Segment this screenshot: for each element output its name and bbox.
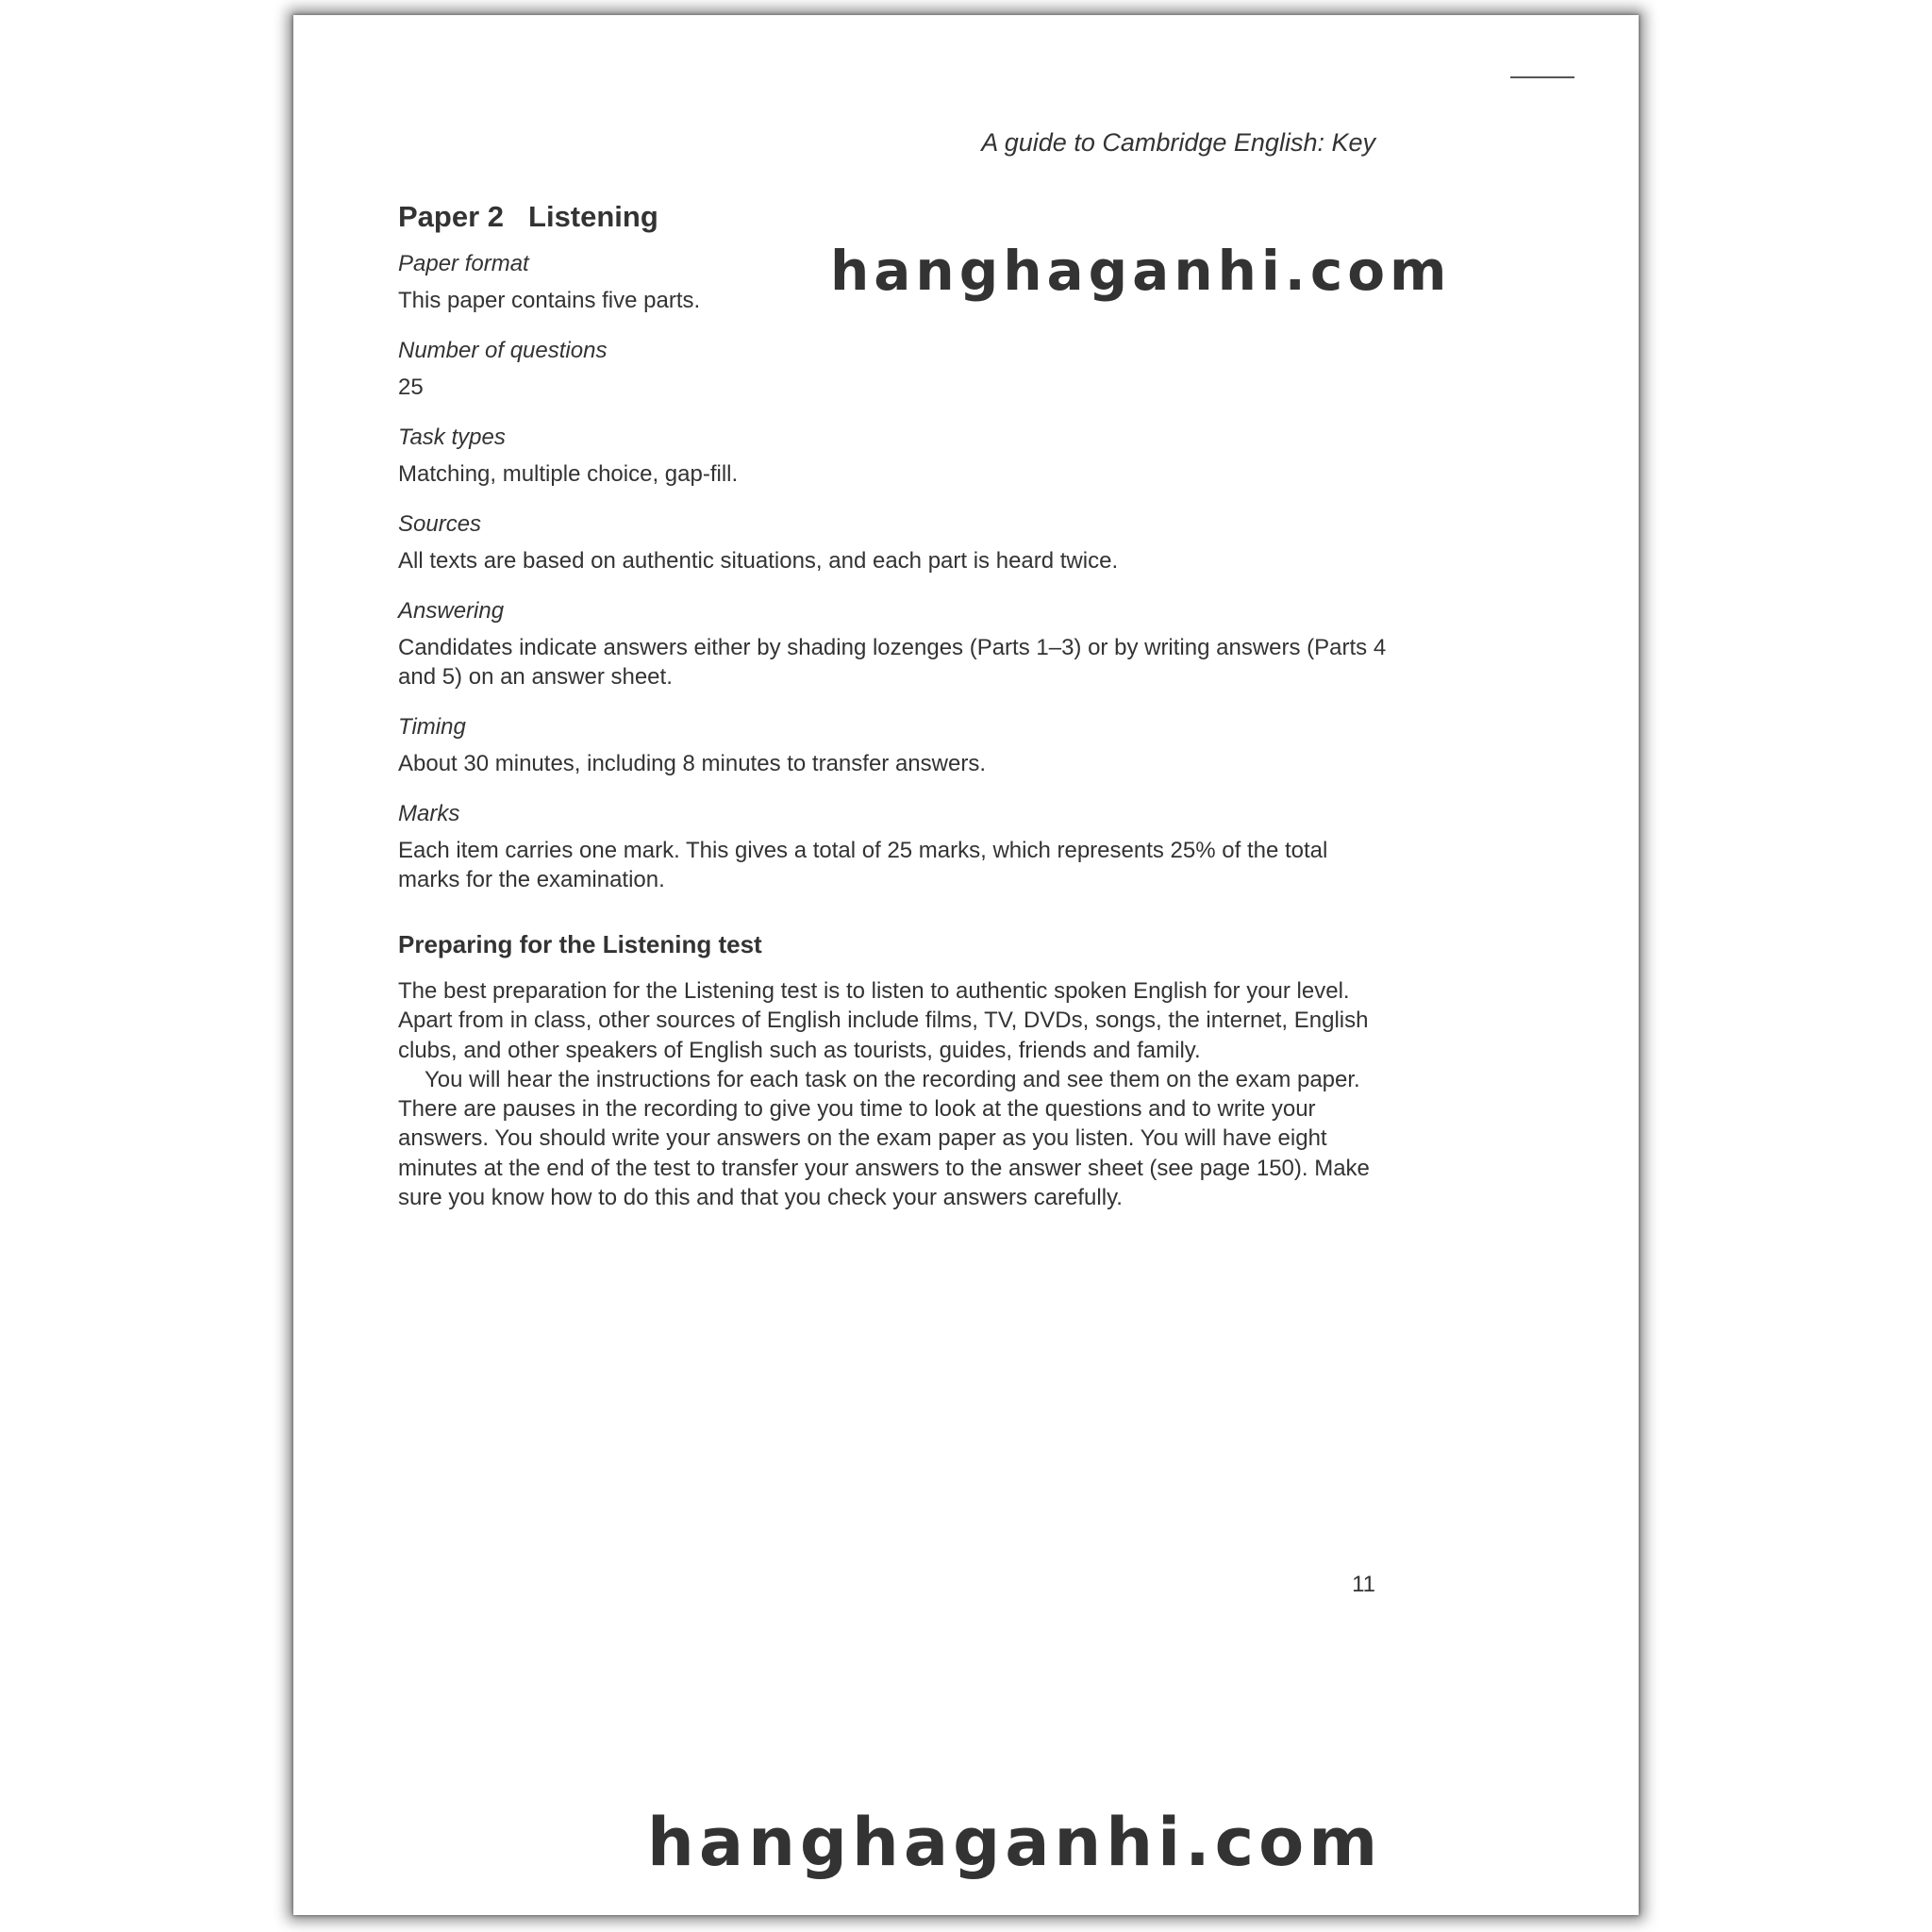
- watermark-top: hanghaganhi.com: [830, 239, 1452, 303]
- section-text: Each item carries one mark. This gives a total of 25 marks, which represents 25% of the total marks for the examination.: [398, 838, 1328, 892]
- running-header: A guide to Cambridge English: Key: [981, 128, 1375, 157]
- top-rule: [1510, 76, 1574, 78]
- section-text: Candidates indicate answers either by shading lozenges (Parts 1–3) or by writing answers (Parts 4 and 5) on an answer sheet.: [398, 635, 1387, 690]
- section-text: All texts are based on authentic situations, and each part is heard twice.: [398, 548, 1119, 574]
- section-label: Task types: [398, 425, 506, 450]
- paper-heading: [398, 200, 1389, 234]
- section-label: Answering: [398, 598, 505, 624]
- section-task-types: [398, 423, 1389, 489]
- page-number: 11: [1352, 1572, 1375, 1597]
- preparing-paragraph: You will hear the instructions for each task on the recording and see them on the exam paper. There are pauses in the recording to give you time to look at the questions and to write your answers. You should write your answers on the exam paper as you listen. You will have eight minutes at the end of the test to transfer your answers to the answer sheet (see page 150). Make sure you know how to do this and that you check your answers carefully.: [398, 1066, 1370, 1211]
- section-timing: [398, 712, 1389, 778]
- section-label: Marks: [398, 801, 460, 826]
- section-label: Paper format: [398, 251, 529, 276]
- section-sources: [398, 509, 1389, 575]
- section-text: 25: [398, 375, 424, 400]
- section-text: This paper contains five parts.: [398, 288, 701, 313]
- section-label: Sources: [398, 511, 482, 537]
- paper-number: Paper 2: [398, 200, 505, 233]
- section-number-of-questions: [398, 336, 1389, 402]
- section-answering: [398, 596, 1389, 691]
- section-marks: [398, 799, 1389, 894]
- section-label: Number of questions: [398, 338, 608, 363]
- paper-title: Listening: [528, 200, 658, 233]
- section-text: Matching, multiple choice, gap-fill.: [398, 461, 739, 487]
- watermark-bottom: hanghaganhi.com: [647, 1804, 1383, 1881]
- section-label: Timing: [398, 714, 466, 740]
- preparing-heading: Preparing for the Listening test: [398, 930, 762, 958]
- section-text: About 30 minutes, including 8 minutes to transfer answers.: [398, 751, 986, 776]
- preparing-paragraph: The best preparation for the Listening test is to listen to authentic spoken English for your level. Apart from in class, other sources of English include films, TV, DVDs, songs, the internet, English clubs, and other speakers of English such as tourists, guides, friends and family.: [398, 978, 1369, 1063]
- page-content: [398, 200, 1389, 1212]
